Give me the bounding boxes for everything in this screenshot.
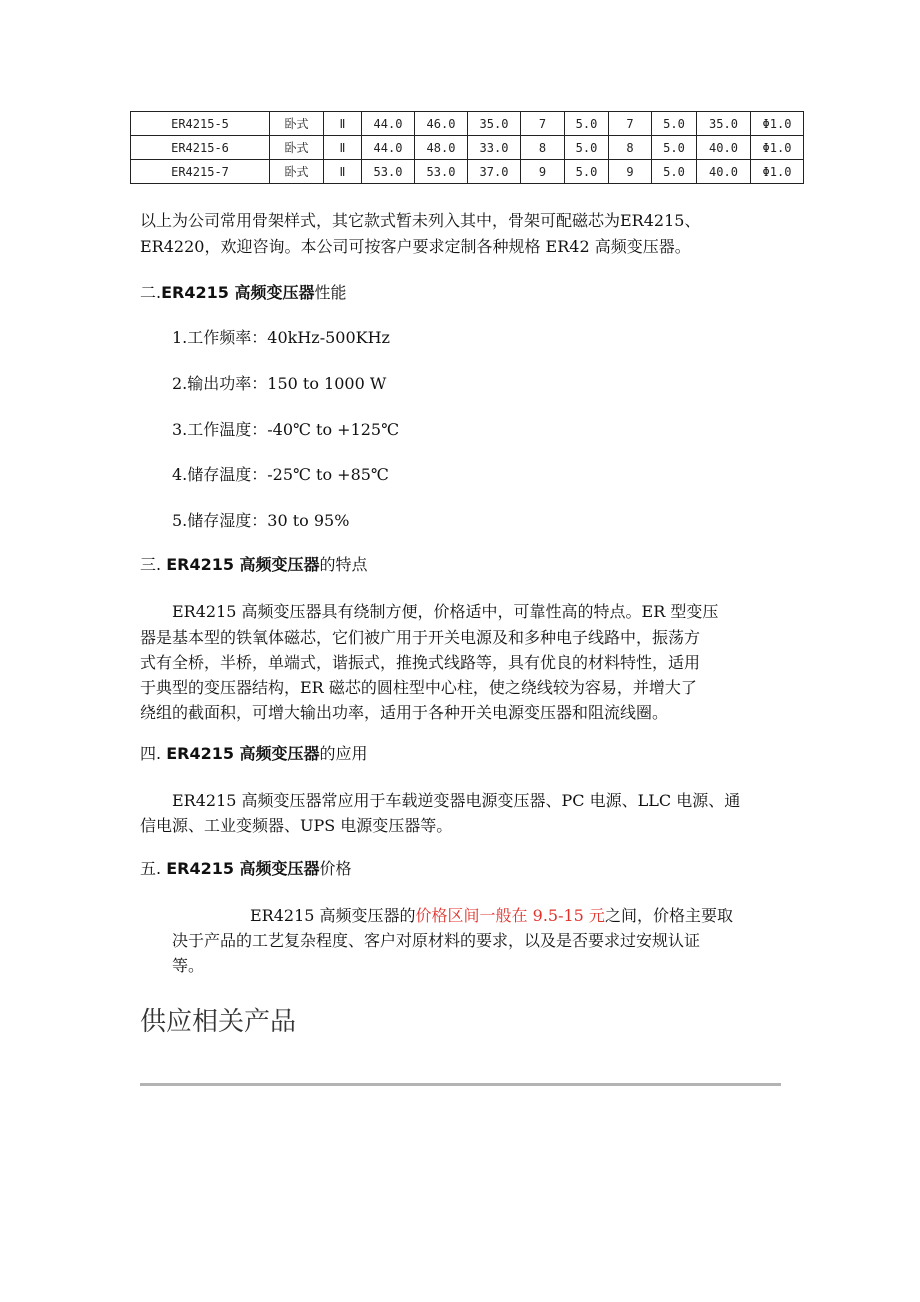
table-cell: Φ1.0 <box>751 160 804 184</box>
spec-item-4: 4.储存温度：-25℃ to +85℃ <box>172 465 389 484</box>
section-2-suffix: 性能 <box>314 283 347 302</box>
features-line-3: 式有全桥，半桥，单端式，谐振式，推挽式线路等，具有优良的材料特性，适用 <box>140 653 701 672</box>
table-cell: Φ1.0 <box>751 112 804 136</box>
table-cell: 卧式 <box>270 136 324 160</box>
features-line-1: ER4215 高频变压器具有绕制方便，价格适中，可靠性高的特点。ER 型变压 <box>172 602 719 621</box>
section-4-bold: ER4215 高频变压器 <box>166 744 320 763</box>
section-5-heading <box>140 858 352 880</box>
section-4-prefix: 四. <box>140 744 167 763</box>
table-cell: ER4215-7 <box>131 160 270 184</box>
spec-table <box>130 111 804 184</box>
table-cell: 5.0 <box>652 136 697 160</box>
table-cell: 9 <box>521 160 565 184</box>
spec-table-body <box>131 112 804 184</box>
divider-rule <box>140 1083 781 1086</box>
section-4-suffix: 的应用 <box>319 744 368 763</box>
section-3-prefix: 三. <box>140 555 167 574</box>
features-line-2: 器是基本型的铁氧体磁芯，它们被广用于开关电源及和多种电子线路中，振荡方 <box>140 628 701 647</box>
spec-item-3: 3.工作温度：-40℃ to +125℃ <box>172 420 400 439</box>
table-cell: 5.0 <box>565 112 609 136</box>
table-cell: 48.0 <box>415 136 468 160</box>
intro-line-2: ER4220，欢迎咨询。本公司可按客户要求定制各种规格 ER42 高频变压器。 <box>140 237 691 256</box>
price-line-1-a: ER4215 高频变压器的 <box>250 906 416 925</box>
table-cell: 37.0 <box>468 160 521 184</box>
intro-line-1: 以上为公司常用骨架样式，其它款式暂未列入其中，骨架可配磁芯为ER4215、 <box>140 211 701 230</box>
table-cell: 53.0 <box>362 160 415 184</box>
application-line-1: ER4215 高频变压器常应用于车载逆变器电源变压器、PC 电源、LLC 电源、通 <box>172 791 741 810</box>
table-cell: 40.0 <box>697 136 751 160</box>
price-line-2: 决于产品的工艺复杂程度、客户对原材料的要求，以及是否要求过安规认证 <box>172 931 701 950</box>
table-cell: 44.0 <box>362 136 415 160</box>
section-2-heading <box>140 282 346 304</box>
table-cell: 35.0 <box>468 112 521 136</box>
table-cell: 卧式 <box>270 160 324 184</box>
table-cell: 40.0 <box>697 160 751 184</box>
table-row <box>131 136 804 160</box>
table-cell: Ⅱ <box>324 160 362 184</box>
section-4-heading <box>140 743 368 765</box>
table-cell: 5.0 <box>565 136 609 160</box>
table-cell: 5.0 <box>652 160 697 184</box>
table-cell: Φ1.0 <box>751 136 804 160</box>
price-line-1 <box>250 904 733 927</box>
table-cell: 5.0 <box>565 160 609 184</box>
table-cell: 53.0 <box>415 160 468 184</box>
section-3-bold: ER4215 高频变压器 <box>166 555 320 574</box>
table-cell: Ⅱ <box>324 112 362 136</box>
price-line-1-b: 之间，价格主要取 <box>604 906 733 925</box>
table-row <box>131 160 804 184</box>
table-cell: 33.0 <box>468 136 521 160</box>
spec-item-5: 5.储存湿度：30 to 95% <box>172 511 350 530</box>
features-line-4: 于典型的变压器结构，ER 磁芯的圆柱型中心柱，使之绕线较为容易，并增大了 <box>140 678 697 697</box>
table-cell: 5.0 <box>652 112 697 136</box>
table-cell: Ⅱ <box>324 136 362 160</box>
features-line-5: 绕组的截面积，可增大输出功率，适用于各种开关电源变压器和阻流线圈。 <box>140 703 669 722</box>
table-cell: 8 <box>521 136 565 160</box>
table-cell: ER4215-5 <box>131 112 270 136</box>
spec-item-2: 2.输出功率：150 to 1000 W <box>172 374 387 393</box>
price-line-3: 等。 <box>172 956 205 975</box>
section-3-suffix: 的特点 <box>319 555 368 574</box>
section-2-prefix: 二. <box>140 283 162 302</box>
table-cell: ER4215-6 <box>131 136 270 160</box>
section-2-bold: ER4215 高频变压器 <box>161 283 315 302</box>
table-cell: 9 <box>609 160 652 184</box>
section-3-heading <box>140 554 368 576</box>
section-5-prefix: 五. <box>140 859 167 878</box>
table-cell: 35.0 <box>697 112 751 136</box>
application-line-2: 信电源、工业变频器、UPS 电源变压器等。 <box>140 816 453 835</box>
related-products-title: 供应相关产品 <box>140 1007 297 1037</box>
section-5-suffix: 价格 <box>319 859 352 878</box>
table-row <box>131 112 804 136</box>
section-5-bold: ER4215 高频变压器 <box>166 859 320 878</box>
spec-item-1: 1.工作频率：40kHz-500KHz <box>172 328 390 347</box>
table-cell: 7 <box>609 112 652 136</box>
table-cell: 44.0 <box>362 112 415 136</box>
table-cell: 8 <box>609 136 652 160</box>
price-range-highlight: 价格区间一般在 9.5-15 元 <box>415 906 605 925</box>
table-cell: 卧式 <box>270 112 324 136</box>
table-cell: 7 <box>521 112 565 136</box>
table-cell: 46.0 <box>415 112 468 136</box>
